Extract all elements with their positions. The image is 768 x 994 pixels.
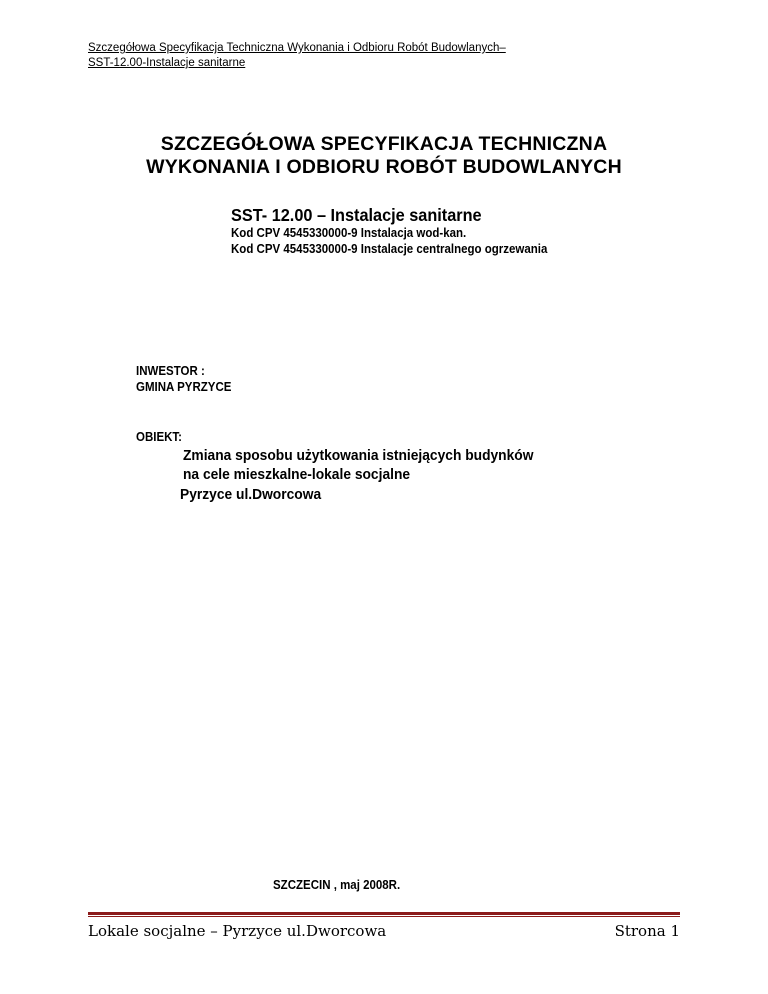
page-number: Strona 1	[614, 922, 680, 940]
place-date: SZCZECIN , maj 2008R.	[273, 878, 401, 892]
header-line-1: Szczegółowa Specyfikacja Techniczna Wykonania i Odbioru Robót Budowlanych–	[88, 42, 506, 54]
spec-code-title: SST- 12.00 – Instalacje sanitarne	[231, 205, 482, 225]
object-line: Zmiana sposobu użytkowania istniejących budynków	[183, 447, 534, 464]
object-line: Pyrzyce ul.Dworcowa	[180, 486, 322, 503]
footer-divider-thin	[88, 916, 680, 917]
title-line-2: WYKONANIA I ODBIORU ROBÓT BUDOWLANYCH	[146, 156, 622, 178]
investor-label: INWESTOR :	[136, 364, 205, 378]
cpv-line: Kod CPV 4545330000-9 Instalacja wod-kan.	[231, 226, 467, 240]
footer-divider	[88, 912, 680, 915]
object-label: OBIEKT:	[136, 430, 182, 444]
header-line-2: SST-12.00-Instalacje sanitarne	[88, 57, 246, 69]
title-line-1: SZCZEGÓŁOWA SPECYFIKACJA TECHNICZNA	[160, 133, 608, 155]
footer-title: Lokale socjalne – Pyrzyce ul.Dworcowa	[88, 922, 387, 940]
object-line: na cele mieszkalne-lokale socjalne	[183, 466, 411, 483]
investor-value: GMINA PYRZYCE	[136, 380, 232, 394]
cpv-line: Kod CPV 4545330000-9 Instalacje centralnego ogrzewania	[231, 242, 548, 256]
